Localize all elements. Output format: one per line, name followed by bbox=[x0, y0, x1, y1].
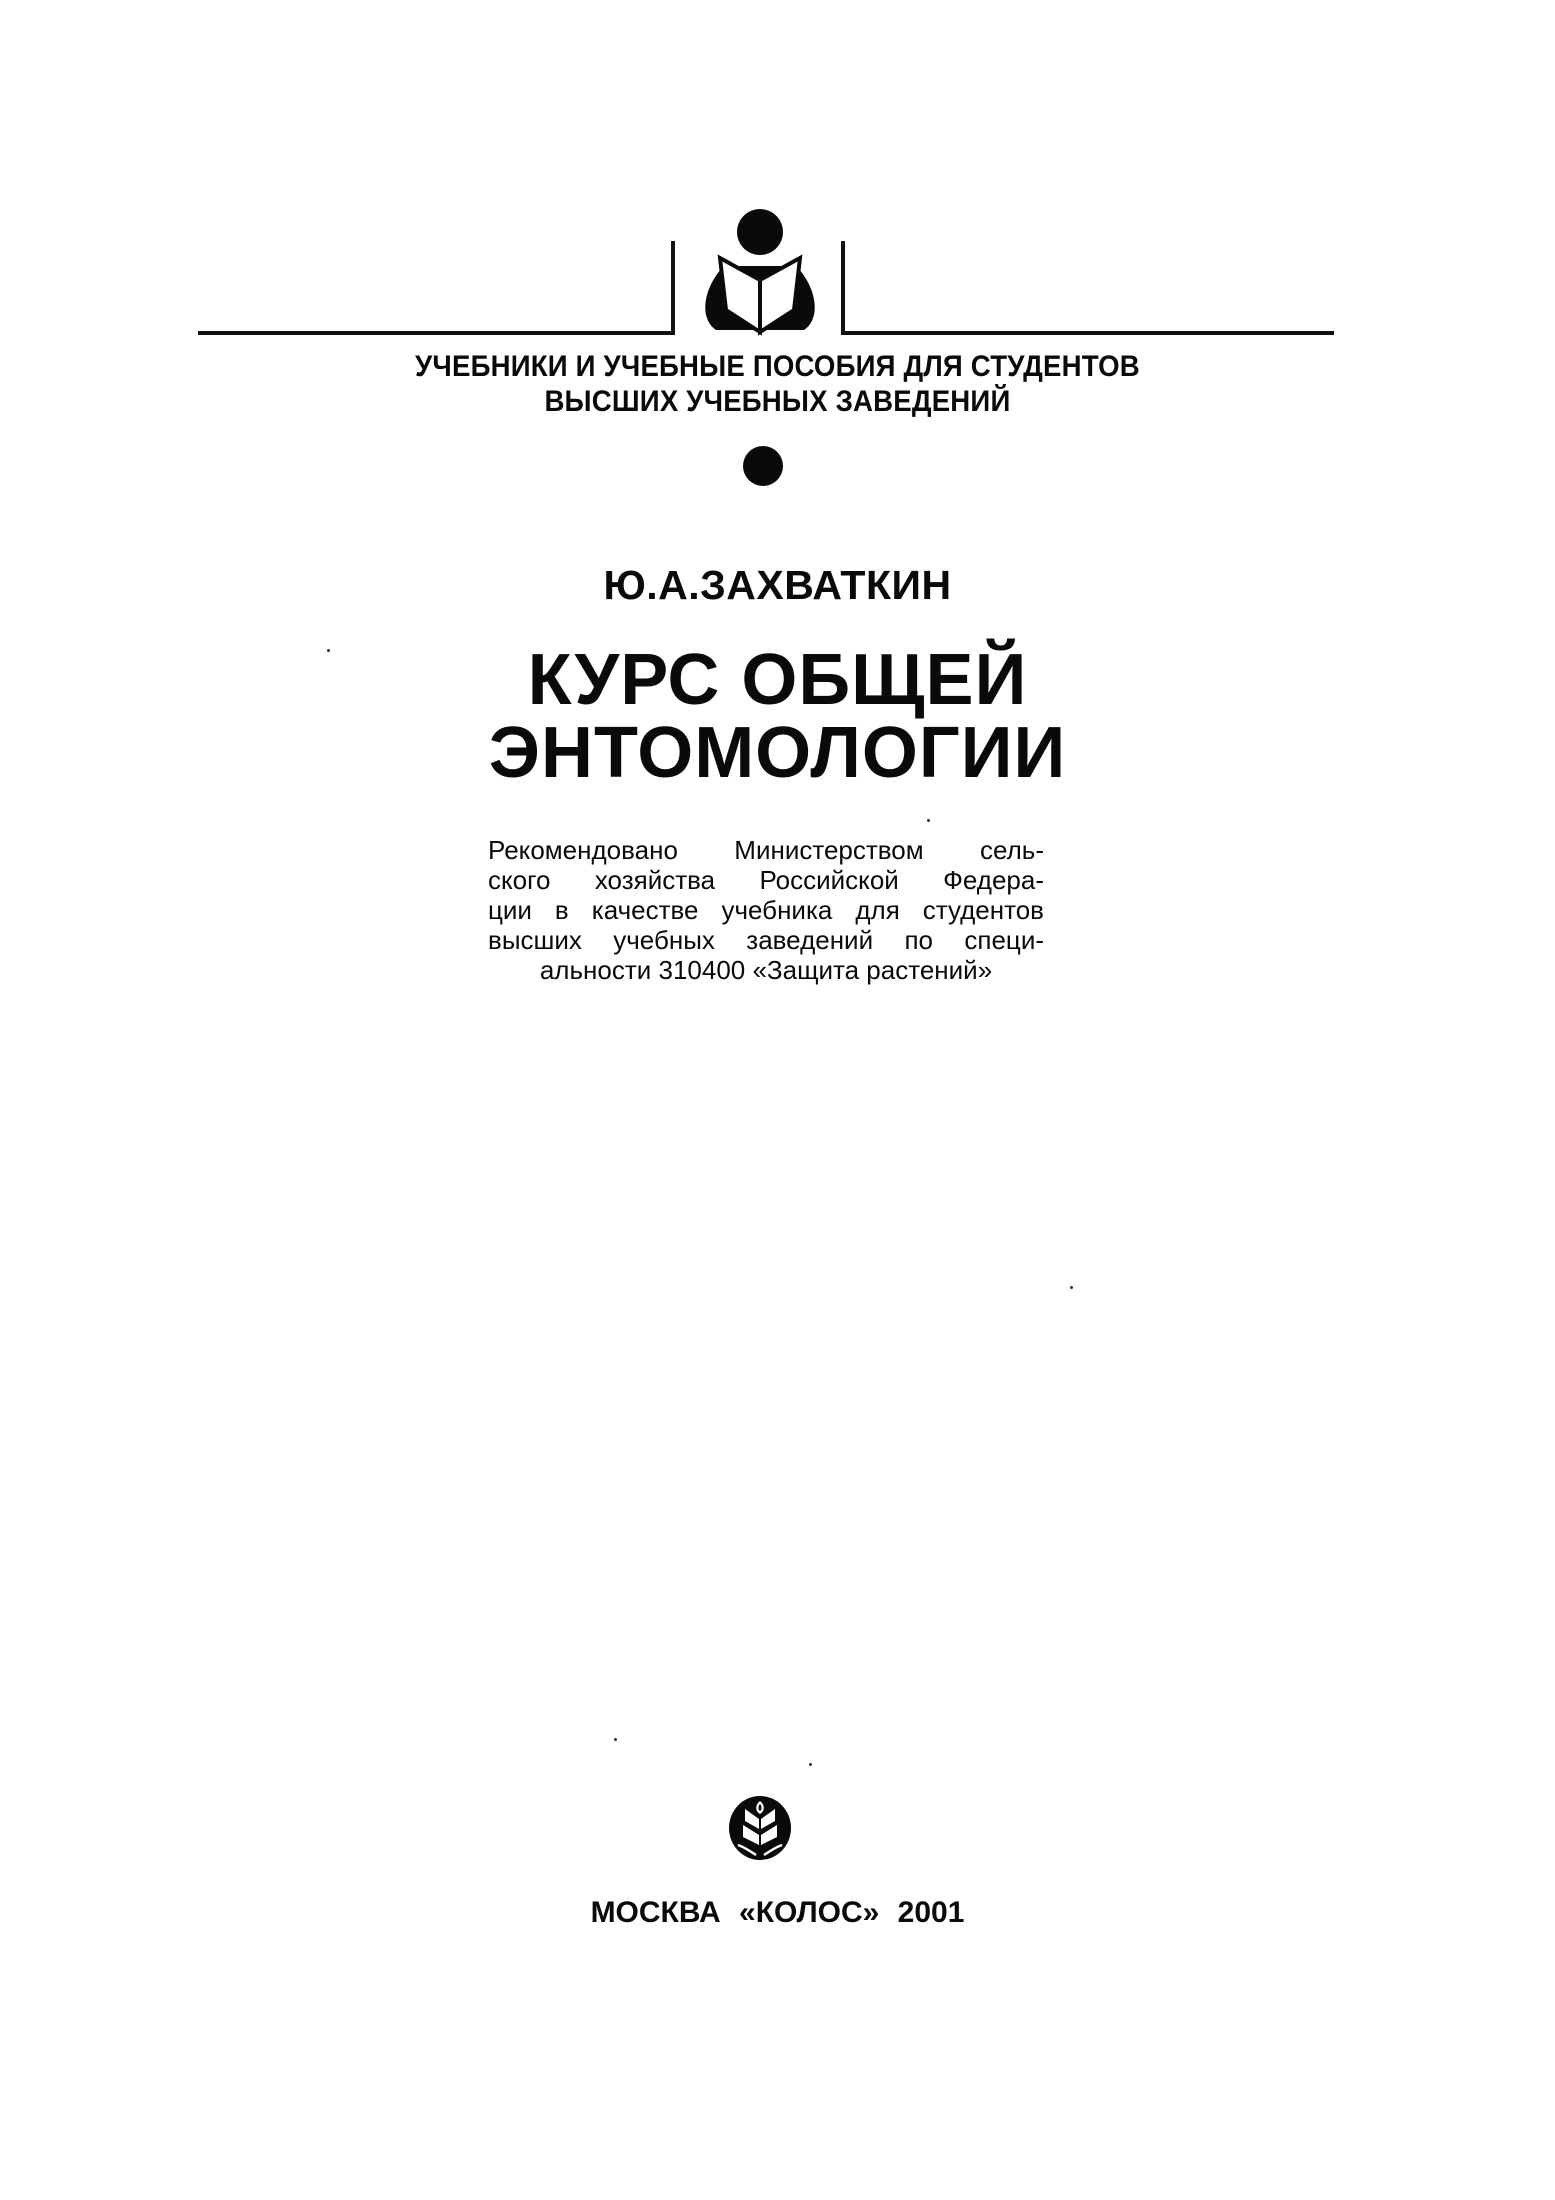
scan-speck bbox=[327, 649, 330, 652]
header-rule-right bbox=[842, 331, 1334, 335]
separator-dot bbox=[743, 446, 783, 486]
recommendation-line: ции в качестве учебника для студентов bbox=[488, 895, 1044, 925]
header-bracket-left bbox=[671, 241, 675, 335]
scan-speck bbox=[809, 1763, 812, 1766]
ministry-recommendation bbox=[488, 835, 1044, 985]
book-title-line-2: ЭНТОМОЛОГИИ bbox=[488, 713, 1067, 793]
wheat-ear-hands-circle-icon bbox=[728, 1795, 792, 1861]
recommendation-line: высших учебных заведений по специ- bbox=[488, 925, 1044, 955]
series-title-line-2: ВЫСШИХ УЧЕБНЫХ ЗАВЕДЕНИЙ bbox=[544, 385, 1011, 418]
scan-speck bbox=[927, 819, 930, 822]
recommendation-line: альности 310400 «Защита растений» bbox=[539, 955, 993, 985]
recommendation-line: ского хозяйства Российской Федера- bbox=[488, 865, 1044, 895]
scan-speck bbox=[614, 1738, 617, 1741]
series-title-line-1: УЧЕБНИКИ И УЧЕБНЫЕ ПОСОБИЯ ДЛЯ СТУДЕНТОВ bbox=[415, 350, 1140, 383]
reading-person-book-icon bbox=[690, 208, 830, 338]
author-name: Ю.А.ЗАХВАТКИН bbox=[603, 562, 952, 608]
scan-speck bbox=[1070, 1286, 1073, 1289]
header-rule-left bbox=[198, 331, 674, 335]
recommendation-line: Рекомендовано Министерством сель- bbox=[488, 835, 1044, 865]
book-title-line-1: КУРС ОБЩЕЙ bbox=[527, 640, 1028, 720]
publisher-imprint: МОСКВА «КОЛОС» 2001 bbox=[590, 1896, 965, 1929]
header-bracket-right bbox=[841, 241, 845, 335]
